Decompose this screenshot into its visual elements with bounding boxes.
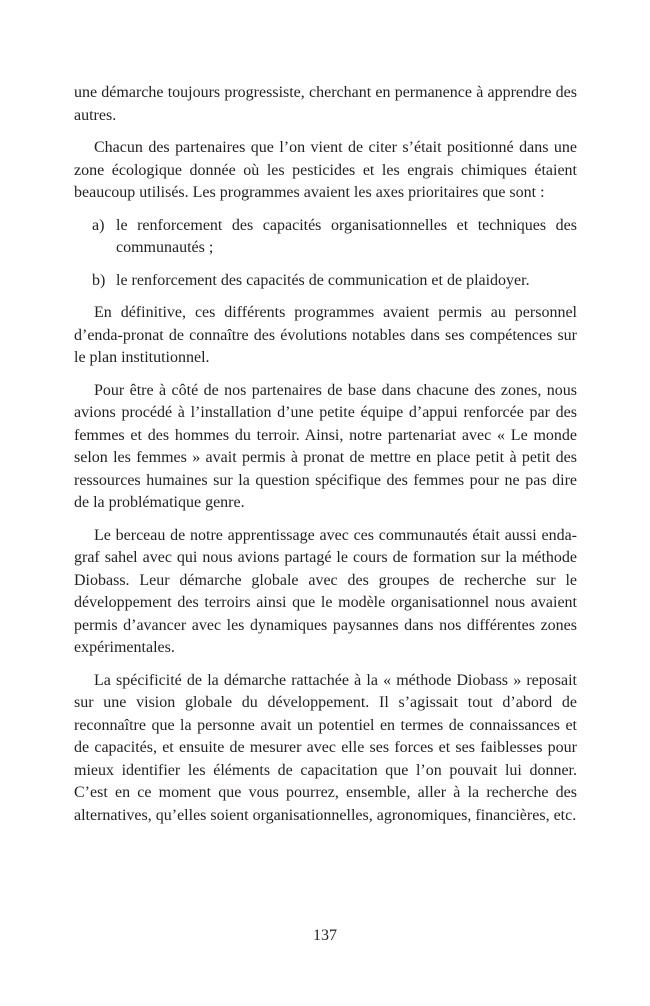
list-marker: a) xyxy=(92,216,105,234)
list-item xyxy=(74,270,577,293)
page-number: 137 xyxy=(313,927,337,944)
paragraph-learning-cradle: Le berceau de notre apprentissage avec ces communautés était aussi enda-graf sahel avec qui nous avions partagé le cours de formation sur la méthode Diobass. Leur démarche globale avec des groupes de recherche sur le développement des terroirs ainsi que le modèle organisationnel nous avaient permis d’avancer avec les dynamiques paysannes dans nos différentes zones expérimentales. xyxy=(74,526,577,656)
paragraph-diobass-method: La spécificité de la démarche rattachée à la « méthode Diobass » reposait sur une vision globale du développement. Il s’agissait tout d’abord de reconnaître que la personne avait un potentiel en termes de connaissances et de capacités, et ensuite de mesurer avec elle ses forces et ses faiblesses pour mieux identifier les éléments de capacitation que l’on pouvait lui donner. C’est en ce moment que vous pourrez, ensemble, aller à la recherche des alternatives, qu’elles soient organisationnelles, agronomiques, financières, etc. xyxy=(74,671,577,824)
paragraph-support-team: Pour être à côté de nos partenaires de base dans chacune des zones, nous avions procédé à l’installation d’une petite équipe d’appui renforcée par des femmes et des hommes du terroir. Ainsi, notre partenariat avec « Le monde selon les femmes » avait permis à pronat de mettre en place petit à petit des ressources humaines sur la question spécifique des femmes pour ne pas dire de la problématique genre. xyxy=(74,381,577,511)
paragraph-continuation: une démarche toujours progressiste, cherchant en permanence à apprendre des autres. xyxy=(74,84,577,124)
list-marker: b) xyxy=(92,271,106,289)
list-item-text: le renforcement des capacités organisationnelles et techniques des communautés ; xyxy=(116,216,577,256)
list-item-text: le renforcement des capacités de communication et de plaidoyer. xyxy=(116,271,530,289)
paragraph-definitive: En définitive, ces différents programmes avaient permis au personnel d’enda-pronat de connaître des évolutions notables dans ses compétences sur le plan institutionnel. xyxy=(74,304,577,366)
page-body xyxy=(74,82,577,837)
list-item xyxy=(74,215,577,260)
paragraph-partners: Chacun des partenaires que l’on vient de citer s’était positionné dans une zone écologique donnée où les pesticides et les engrais chimiques étaient beaucoup utilisés. Les programmes avaient les axes prioritaires que sont : xyxy=(74,139,577,201)
priority-axes-list xyxy=(74,215,577,293)
